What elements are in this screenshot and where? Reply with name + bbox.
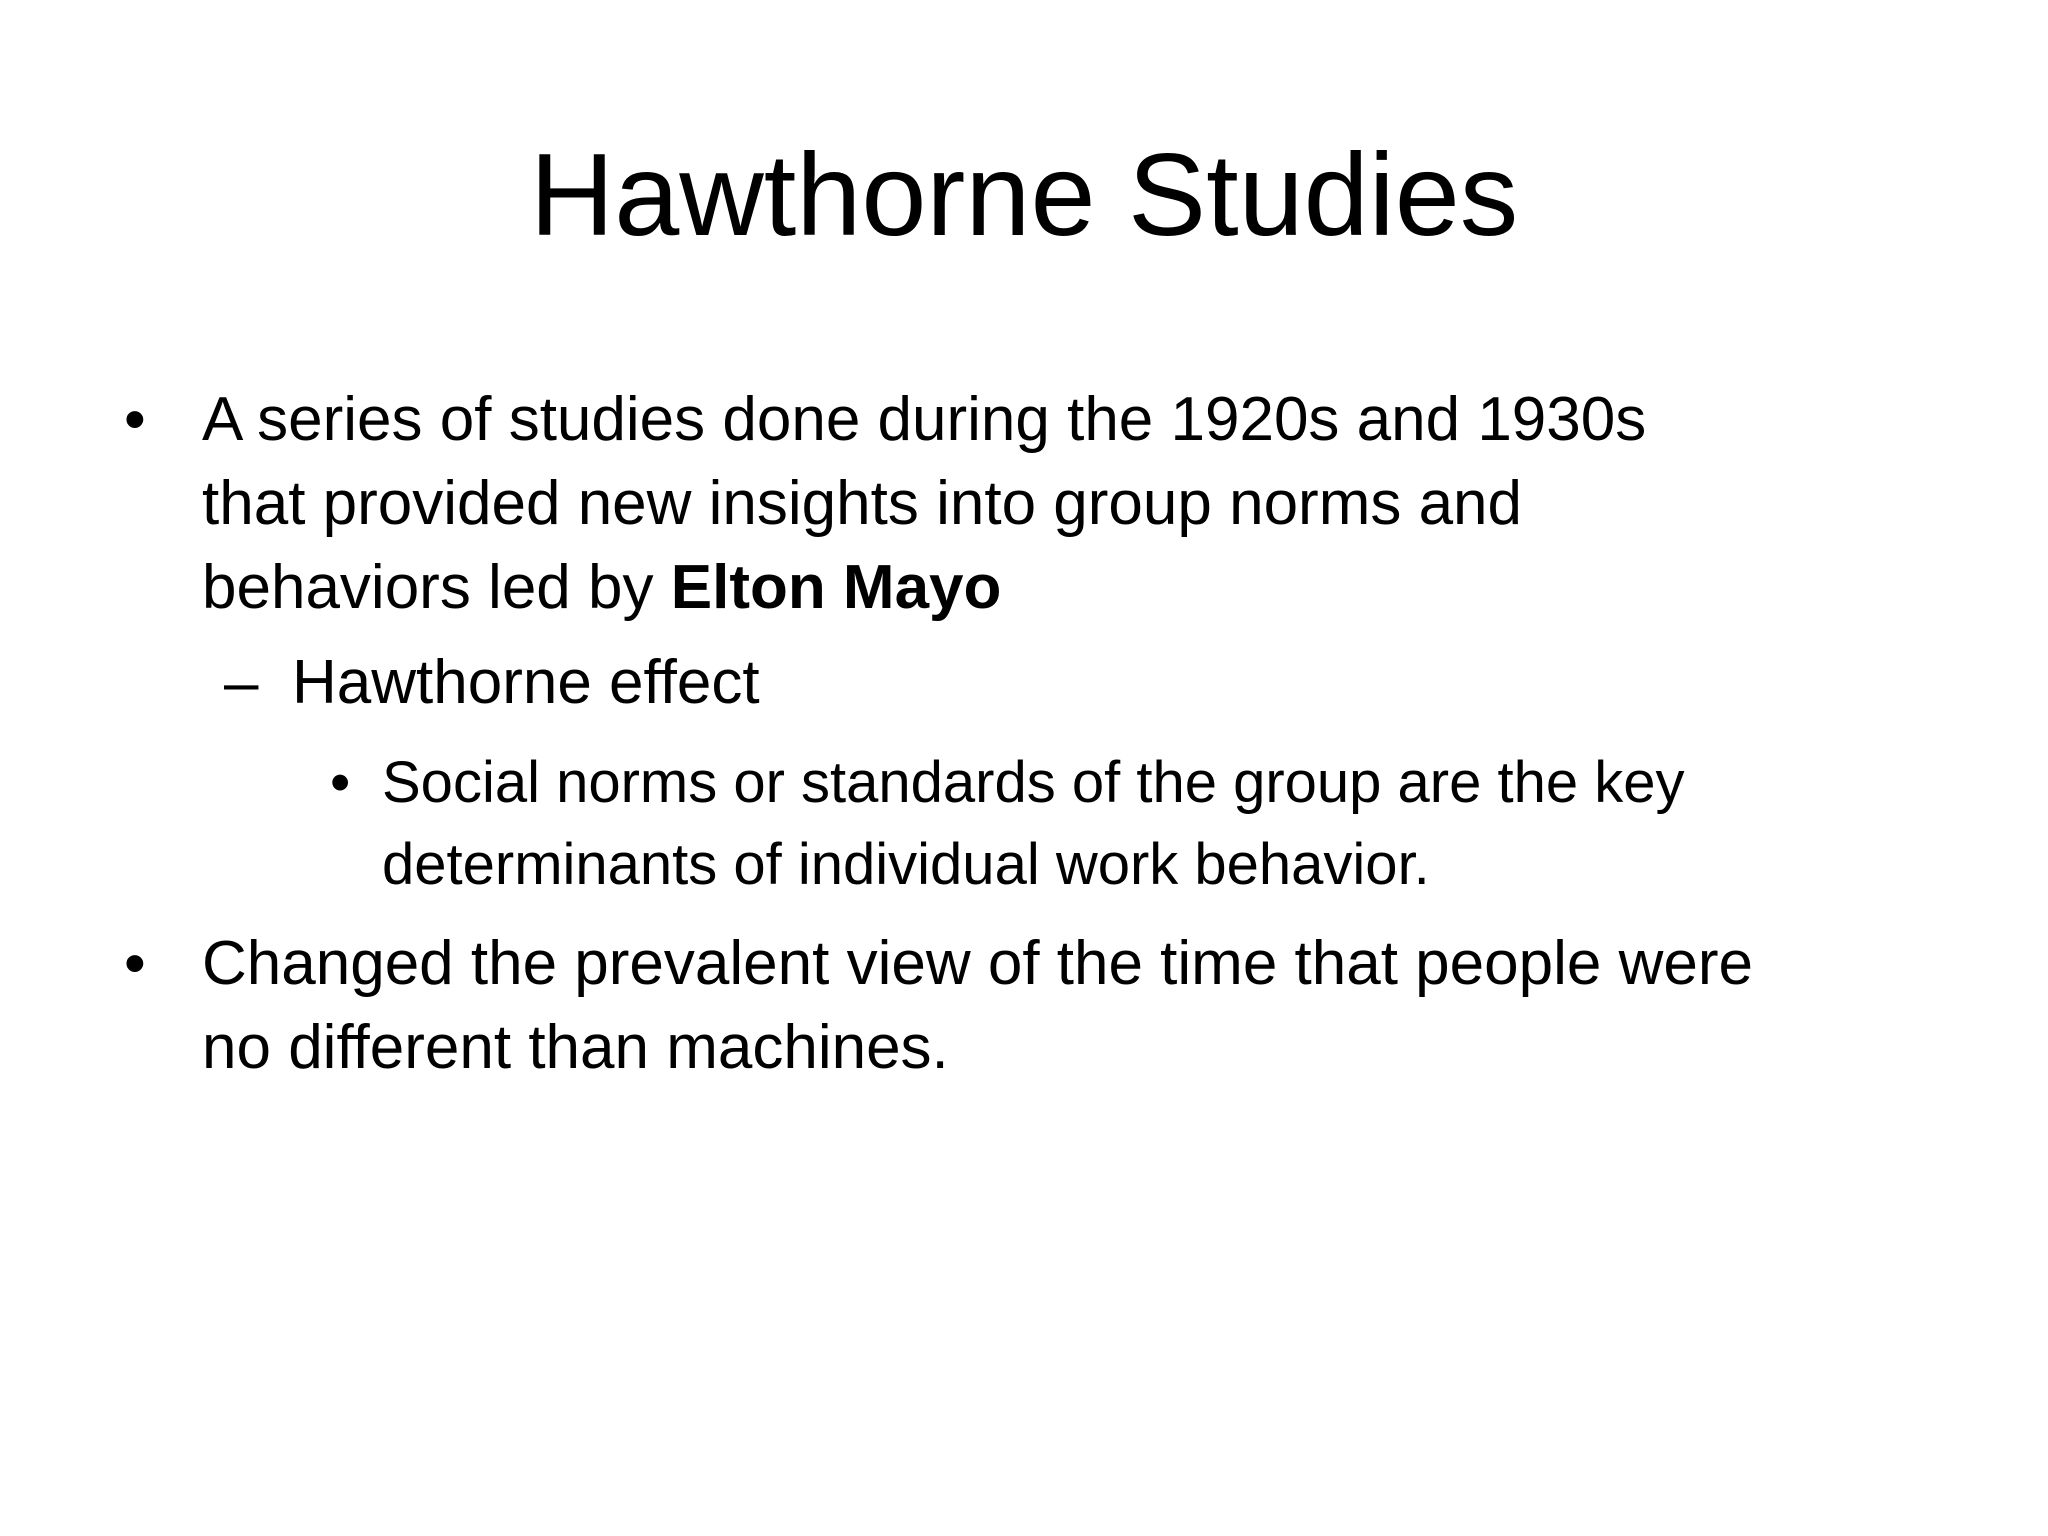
bullet-1-line-1: A series of studies done during the 1920s and 1930s — [202, 385, 1647, 454]
bullet-1-line-3 — [202, 546, 1001, 630]
sub-sub-bullet-line-1: Social norms or standards of the group are the key — [382, 750, 1685, 815]
bullet-1-line-3-text: behaviors led by — [202, 553, 671, 622]
dash-marker: – — [224, 648, 259, 717]
sub-sub-bullet-marker: • — [330, 750, 351, 815]
bullet-2-line-1: Changed the prevalent view of the time that people were — [202, 929, 1753, 998]
emphasis-name: Elton Mayo — [670, 553, 1002, 622]
bullet-marker: • — [124, 385, 146, 454]
sub-bullet-text: Hawthorne effect — [292, 648, 760, 717]
sub-sub-bullet-line-2: determinants of individual work behavior. — [382, 832, 1430, 897]
slide-title: Hawthorne Studies — [529, 129, 1519, 260]
bullet-2-line-2: no different than machines. — [202, 1013, 949, 1082]
bullet-1-line-2: that provided new insights into group norms and — [202, 469, 1523, 538]
bullet-marker: • — [124, 929, 146, 998]
